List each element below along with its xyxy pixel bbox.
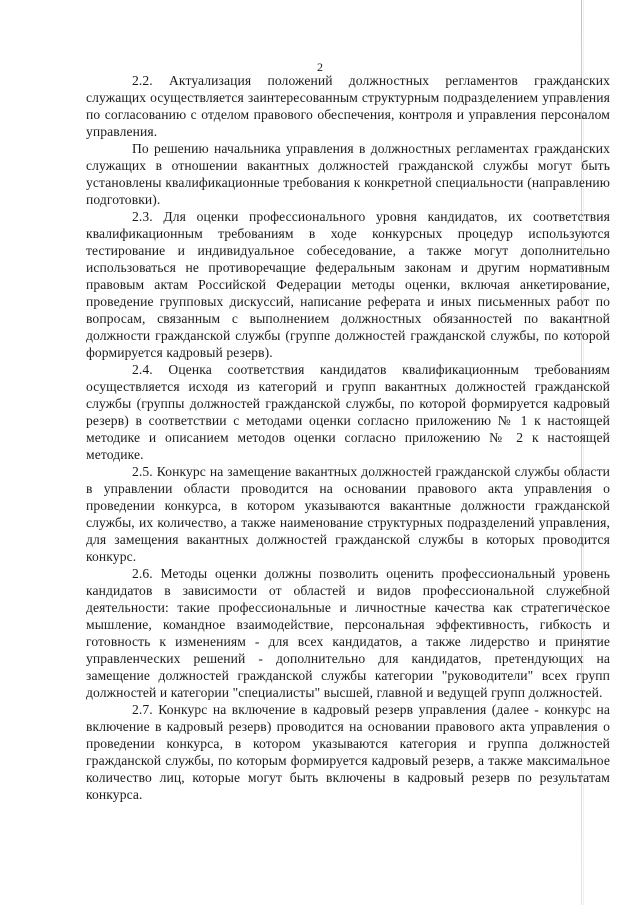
paragraph-2-6: 2.6. Методы оценки должны позволить оценить профессиональный уровень кандидатов в зависимости от областей и видов профессиональной служебной деятельности: такие профессиональные и личностные качества как стратегическое мышление, командное взаимодействие, персональная эффективность, гибкость и готовность к изменениям - для всех кандидатов, а также лидерство и принятие управленческих решений - дополнительно для кандидатов, претендующих на замещение должностей гражданской службы категории "руководители" всех групп должностей и категории "специалисты" высшей, главной и ведущей групп должностей. — [86, 566, 610, 700]
paragraph-2-2-continuation: По решению начальника управления в должностных регламентах гражданских служащих в отношении вакантных должностей гражданской службы могут быть установлены квалификационные требования к конкретной специальности (направлению подготовки). — [86, 141, 610, 207]
paragraph-2-5: 2.5. Конкурс на замещение вакантных должностей гражданской службы области в управлении области проводится на основании правового акта управления о проведении конкурса, в котором указываются вакантные должности гражданской службы, их количество, а также наименование структурных подразделений управления, для замещения вакантных должностей гражданской службы в которых проводится конкурс. — [86, 464, 610, 564]
paragraph-2-7: 2.7. Конкурс на включение в кадровый резерв управления (далее - конкурс на включение в кадровый резерв) проводится на основании правового акта управления о проведении конкурса, в котором указываются категория и группа должностей гражданской службы, по которым формируется кадровый резерв, а также максимальное количество лиц, которые могут быть включены в кадровый резерв по результатам конкурса. — [86, 702, 610, 802]
paragraph-2-3: 2.3. Для оценки профессионального уровня кандидатов, их соответствия квалификационным требованиям в ходе конкурсных процедур используются тестирование и индивидуальное собеседование, а также могут дополнительно использоваться не противоречащие федеральным законам и другим нормативным правовым актам Российской Федерации методы оценки, включая анкетирование, проведение групповых дискуссий, написание реферата и иных письменных работ по вопросам, связанным с выполнением должностных обязанностей по вакантной должности гражданской службы (группе должностей гражданской службы, по которой формируется кадровый резерв). — [86, 209, 610, 360]
page-number: 2 — [317, 60, 323, 74]
document-body — [86, 72, 610, 803]
paragraph-2-2: 2.2. Актуализация положений должностных регламентов гражданских служащих осуществляется заинтересованным структурным подразделением управления по согласованию с отделом правового обеспечения, контроля и управления персоналом управления. — [86, 73, 610, 139]
paragraph-2-4: 2.4. Оценка соответствия кандидатов квалификационным требованиям осуществляется исходя из категорий и групп вакантных должностей гражданской службы (группы должностей гражданской службы, по которой формируется кадровый резерв) в соответствии с методами оценки согласно приложению № 1 к настоящей методике и описанием методов оценки согласно приложению № 2 к настоящей методике. — [86, 362, 610, 462]
